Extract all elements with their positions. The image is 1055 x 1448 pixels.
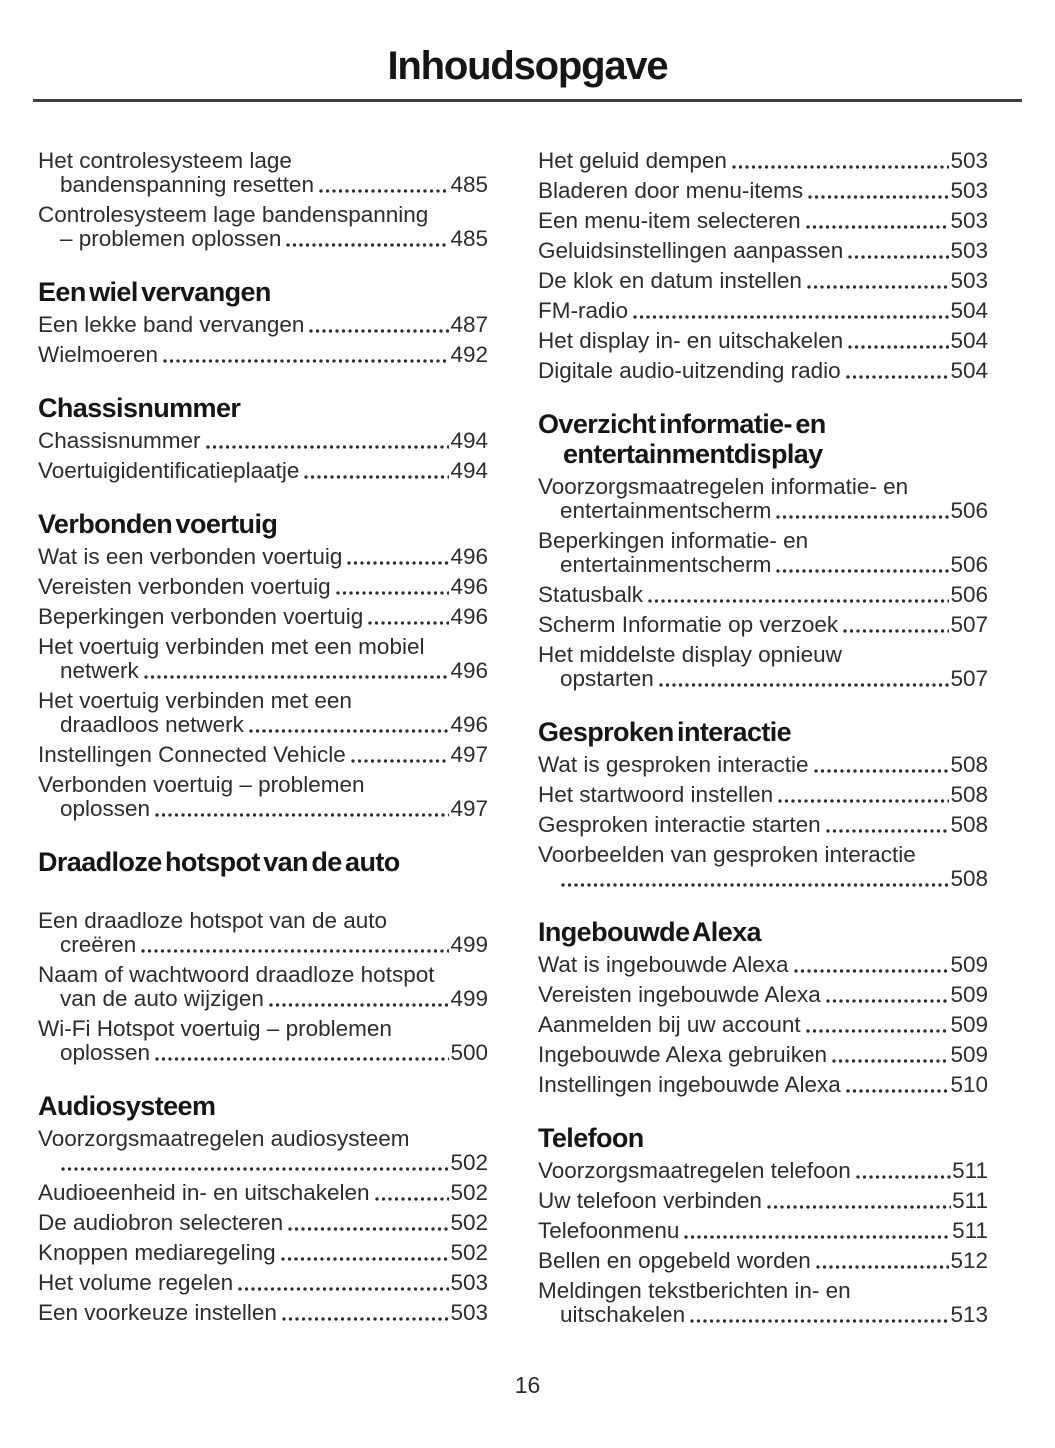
toc-columns [0, 102, 1055, 1327]
entry-title-line: Verbonden voertuig – problemen [38, 772, 365, 797]
dot-leader [154, 812, 449, 818]
toc-entry [38, 1127, 488, 1175]
entry-page-number: 509 [950, 1042, 988, 1067]
toc-entry [38, 743, 488, 767]
toc-entry [38, 459, 488, 483]
page-title: Inhoudsopgave [387, 44, 668, 88]
toc-entry [538, 783, 988, 807]
entry-page-number: 503 [950, 238, 988, 263]
entry-row [538, 299, 988, 323]
toc-entry [538, 983, 988, 1007]
dot-leader [281, 1316, 450, 1322]
entry-page-number: 485 [450, 226, 488, 251]
toc-section [538, 149, 988, 383]
entry-page-number: 502 [450, 1180, 488, 1205]
entry-title: Wat is gesproken interactie [538, 752, 809, 777]
entry-page-number: 511 [952, 1218, 988, 1243]
entry-title: Een lekke band vervangen [38, 312, 305, 337]
dot-leader [777, 798, 949, 804]
dot-leader [825, 998, 950, 1004]
toc-entry [38, 1241, 488, 1265]
toc-entry [538, 1189, 988, 1213]
entry-page-number: 511 [952, 1188, 988, 1213]
toc-entry [538, 299, 988, 323]
toc-entry [38, 575, 488, 599]
dot-leader [807, 194, 949, 200]
entry-row [538, 1219, 988, 1243]
entry-page-number: 508 [950, 866, 988, 891]
dot-leader [560, 882, 949, 888]
dot-leader [825, 828, 950, 834]
toc-entry [538, 813, 988, 837]
entry-title: Ingebouwde Alexa gebruiken [538, 1042, 827, 1067]
entry-title: Audioeenheid in- en uitschakelen [38, 1180, 370, 1205]
toc-entry [538, 475, 988, 523]
entry-title: Statusbalk [538, 582, 644, 607]
dot-leader [162, 358, 449, 364]
entry-title: Het display in- en uitschakelen [538, 328, 844, 353]
page-number: 16 [514, 1372, 541, 1398]
entry-row [538, 953, 988, 977]
entry-title-line: Voorbeelden van gesproken interactie [538, 842, 916, 867]
entry-title-line: Beperkingen informatie- en [538, 528, 809, 553]
entry-row [538, 583, 988, 607]
dot-leader [847, 254, 949, 260]
toc-entry [538, 953, 988, 977]
dot-leader [658, 682, 950, 688]
entry-row [38, 429, 488, 453]
section-heading-line: Overzicht informatie- en [538, 409, 826, 439]
section-heading-line: Draadloze hotspot van de auto [38, 847, 400, 877]
entry-title: oplossen [60, 1040, 151, 1065]
entry-title-line: Naam of wachtwoord draadloze hotspot [38, 962, 435, 987]
dot-leader [793, 968, 950, 974]
dot-leader [632, 314, 949, 320]
section-heading-line: entertainmentdisplay [563, 439, 823, 469]
toc-entry [538, 1249, 988, 1273]
entry-row [38, 1301, 488, 1325]
entry-title: Scherm Informatie op verzoek [538, 612, 839, 637]
entry-row [538, 1303, 988, 1327]
entry-row [538, 499, 988, 523]
dot-leader [683, 1234, 951, 1240]
entry-title-line: Het controlesysteem lage [38, 148, 292, 173]
entry-title: Telefoonmenu [538, 1218, 680, 1243]
entry-row [38, 797, 488, 821]
entry-title: netwerk [60, 658, 139, 683]
entry-title: De audiobron selecteren [38, 1210, 284, 1235]
entry-title-line: Het middelste display opnieuw [538, 642, 842, 667]
entry-row [538, 783, 988, 807]
dot-leader [806, 284, 950, 290]
entry-title: Uw telefoon verbinden [538, 1188, 762, 1213]
entry-page-number: 504 [950, 298, 988, 323]
dot-leader [855, 1174, 951, 1180]
toc-entry [538, 613, 988, 637]
dot-leader [367, 620, 449, 626]
entry-title: creëren [60, 932, 137, 957]
toc-entry [538, 329, 988, 353]
entry-page-number: 503 [450, 1270, 488, 1295]
entry-row [538, 753, 988, 777]
toc-entry [538, 643, 988, 691]
toc-section [538, 1123, 988, 1327]
toc-entry [38, 689, 488, 737]
entry-row [38, 1271, 488, 1295]
entry-title: Het startwoord instellen [538, 782, 774, 807]
entry-row [38, 459, 488, 483]
toc-entry [38, 1017, 488, 1065]
entry-page-number: 492 [450, 342, 488, 367]
toc-entry [38, 773, 488, 821]
toc-entry [38, 545, 488, 569]
dot-leader [815, 1264, 950, 1270]
section-heading-line: Gesproken interactie [538, 717, 792, 747]
dot-leader [845, 374, 950, 380]
toc-entry [38, 635, 488, 683]
toc-entry [38, 429, 488, 453]
entry-title: Vereisten verbonden voertuig [38, 574, 331, 599]
dot-leader [766, 1204, 951, 1210]
toc-entry [538, 1159, 988, 1183]
entry-row [38, 1211, 488, 1235]
dot-leader [847, 344, 949, 350]
entry-row [38, 987, 488, 1011]
entry-title: Digitale audio-uitzending radio [538, 358, 841, 383]
dot-leader [689, 1318, 949, 1324]
entry-page-number: 508 [950, 782, 988, 807]
entry-row [538, 149, 988, 173]
section-heading [38, 393, 488, 423]
toc-entry [538, 269, 988, 293]
entry-page-number: 507 [950, 666, 988, 691]
entry-page-number: 497 [450, 796, 488, 821]
entry-title-line: Het voertuig verbinden met een mobiel [38, 634, 425, 659]
toc-section [38, 393, 488, 483]
dot-leader [285, 242, 449, 248]
section-heading-line: Chassisnummer [38, 393, 241, 423]
entry-page-number: 506 [950, 498, 988, 523]
entry-page-number: 510 [950, 1072, 988, 1097]
entry-page-number: 502 [450, 1210, 488, 1235]
toc-entry [38, 149, 488, 197]
entry-page-number: 503 [950, 208, 988, 233]
entry-page-number: 496 [450, 712, 488, 737]
entry-title-line: Het voertuig verbinden met een [38, 688, 352, 713]
dot-leader [813, 768, 950, 774]
toc-entry [538, 1013, 988, 1037]
section-heading-line: Een wiel vervangen [38, 277, 271, 307]
dot-leader [60, 1166, 449, 1172]
toc-entry [538, 1279, 988, 1327]
entry-page-number: 508 [950, 812, 988, 837]
entry-row [538, 239, 988, 263]
entry-title: entertainmentscherm [560, 498, 772, 523]
entry-title: FM-radio [538, 298, 629, 323]
toc-section [38, 149, 488, 251]
entry-page-number: 487 [450, 312, 488, 337]
entry-page-number: 499 [450, 932, 488, 957]
dot-leader [374, 1196, 450, 1202]
entry-row [538, 329, 988, 353]
entry-row [538, 613, 988, 637]
section-heading [38, 277, 488, 307]
toc-entry [538, 149, 988, 173]
dot-leader [350, 758, 450, 764]
entry-title: Gesproken interactie starten [538, 812, 821, 837]
dot-leader [346, 560, 449, 566]
entry-row [538, 179, 988, 203]
toc-entry [538, 209, 988, 233]
dot-leader [647, 598, 949, 604]
dot-leader [308, 328, 449, 334]
entry-page-number: 509 [950, 1012, 988, 1037]
entry-title-line: Controlesysteem lage bandenspanning [38, 202, 429, 227]
section-heading-line: Ingebouwde Alexa [538, 917, 761, 947]
entry-page-number: 511 [952, 1158, 988, 1183]
entry-row [538, 1159, 988, 1183]
entry-row [38, 933, 488, 957]
dot-leader [154, 1056, 449, 1062]
toc-entry [38, 1301, 488, 1325]
entry-title: bandenspanning resetten [60, 172, 314, 197]
toc-entry [38, 203, 488, 251]
entry-row [538, 359, 988, 383]
dot-leader [280, 1256, 450, 1262]
toc-column-right [538, 149, 988, 1327]
entry-row [538, 983, 988, 1007]
entry-row [38, 1041, 488, 1065]
entry-title: – problemen oplossen [60, 226, 282, 251]
dot-leader [805, 224, 950, 230]
entry-title: Instellingen Connected Vehicle [38, 742, 346, 767]
toc-entry [538, 1073, 988, 1097]
toc-entry [538, 1043, 988, 1067]
dot-leader [805, 1028, 950, 1034]
entry-title: Beperkingen verbonden voertuig [38, 604, 364, 629]
dot-leader [775, 514, 949, 520]
entry-page-number: 509 [950, 952, 988, 977]
toc-section [38, 847, 488, 1065]
entry-page-number: 496 [450, 604, 488, 629]
entry-row [38, 605, 488, 629]
entry-page-number: 512 [950, 1248, 988, 1273]
entry-page-number: 513 [950, 1302, 988, 1327]
toc-entry [38, 1211, 488, 1235]
entry-row [538, 269, 988, 293]
entry-title: Een voorkeuze instellen [38, 1300, 277, 1325]
toc-entry [38, 313, 488, 337]
entry-title: Instellingen ingebouwde Alexa [538, 1072, 841, 1097]
entry-title: Een menu-item selecteren [538, 208, 801, 233]
entry-title-line: Voorzorgsmaatregelen audiosysteem [38, 1126, 410, 1151]
entry-row [538, 813, 988, 837]
entry-page-number: 497 [450, 742, 488, 767]
entry-page-number: 504 [950, 358, 988, 383]
toc-entry [538, 529, 988, 577]
entry-title: Chassisnummer [38, 428, 201, 453]
dot-leader [248, 728, 450, 734]
entry-page-number: 496 [450, 658, 488, 683]
entry-title: Wat is een verbonden voertuig [38, 544, 343, 569]
toc-section [38, 509, 488, 821]
dot-leader [335, 590, 450, 596]
toc-entry [538, 359, 988, 383]
toc-section [538, 917, 988, 1097]
entry-title: Knoppen mediaregeling [38, 1240, 276, 1265]
entry-row [38, 173, 488, 197]
section-heading [538, 409, 988, 469]
entry-row [38, 1241, 488, 1265]
entry-title: Bladeren door menu-items [538, 178, 804, 203]
entry-title: Voorzorgsmaatregelen telefoon [538, 1158, 851, 1183]
entry-title: Het volume regelen [38, 1270, 234, 1295]
dot-leader [775, 568, 949, 574]
entry-page-number: 509 [950, 982, 988, 1007]
dot-leader [268, 1002, 450, 1008]
toc-entry [538, 1219, 988, 1243]
entry-page-number: 500 [450, 1040, 488, 1065]
entry-page-number: 506 [950, 552, 988, 577]
entry-row [538, 667, 988, 691]
entry-page-number: 499 [450, 986, 488, 1011]
section-heading [538, 917, 988, 947]
toc-section [538, 409, 988, 691]
dot-leader [842, 628, 949, 634]
dot-leader [731, 164, 950, 170]
entry-title: Voertuigidentificatieplaatje [38, 458, 300, 483]
entry-page-number: 503 [950, 178, 988, 203]
entry-title-line: Wi-Fi Hotspot voertuig – problemen [38, 1016, 392, 1041]
entry-page-number: 504 [950, 328, 988, 353]
section-heading [38, 509, 488, 539]
entry-title: Bellen en opgebeld worden [538, 1248, 811, 1273]
entry-row [538, 1013, 988, 1037]
entry-row [538, 1043, 988, 1067]
entry-title: Wat is ingebouwde Alexa [538, 952, 789, 977]
entry-page-number: 507 [950, 612, 988, 637]
entry-title: entertainmentscherm [560, 552, 772, 577]
toc-entry [538, 179, 988, 203]
section-heading-line: Telefoon [538, 1123, 644, 1153]
entry-page-number: 506 [950, 582, 988, 607]
entry-title: Wielmoeren [38, 342, 159, 367]
entry-title: Vereisten ingebouwde Alexa [538, 982, 821, 1007]
entry-row [38, 713, 488, 737]
toc-entry [38, 963, 488, 1011]
entry-row [38, 343, 488, 367]
entry-page-number: 496 [450, 574, 488, 599]
entry-row [538, 1249, 988, 1273]
dot-leader [831, 1058, 949, 1064]
entry-row [538, 1189, 988, 1213]
dot-leader [140, 948, 449, 954]
entry-row [538, 553, 988, 577]
entry-row [38, 1181, 488, 1205]
toc-section [38, 277, 488, 367]
entry-row [538, 1073, 988, 1097]
entry-page-number: 503 [950, 148, 988, 173]
entry-page-number: 496 [450, 544, 488, 569]
dot-leader [237, 1286, 449, 1292]
entry-title: Geluidsinstellingen aanpassen [538, 238, 844, 263]
toc-section [38, 1091, 488, 1325]
entry-title: Het geluid dempen [538, 148, 727, 173]
entry-page-number: 503 [950, 268, 988, 293]
section-heading [538, 1123, 988, 1153]
entry-row [538, 867, 988, 891]
dot-leader [205, 444, 450, 450]
dot-leader [303, 474, 449, 480]
dot-leader [318, 188, 449, 194]
entry-title-line: Voorzorgsmaatregelen informatie- en [538, 474, 909, 499]
toc-column-left [38, 149, 488, 1327]
entry-page-number: 502 [450, 1240, 488, 1265]
entry-title: uitschakelen [560, 1302, 686, 1327]
entry-title: oplossen [60, 796, 151, 821]
section-heading [38, 847, 488, 877]
section-heading-line: Audiosysteem [38, 1091, 216, 1121]
entry-page-number: 508 [950, 752, 988, 777]
dot-leader [143, 674, 450, 680]
entry-row [538, 209, 988, 233]
entry-row [38, 313, 488, 337]
section-heading [538, 717, 988, 747]
entry-page-number: 502 [450, 1150, 488, 1175]
entry-page-number: 494 [450, 428, 488, 453]
entry-page-number: 485 [450, 172, 488, 197]
entry-title: Aanmelden bij uw account [538, 1012, 801, 1037]
toc-section [538, 717, 988, 891]
toc-entry [38, 1271, 488, 1295]
entry-title-line: Een draadloze hotspot van de auto [38, 908, 388, 933]
entry-title-line: Meldingen tekstberichten in- en [538, 1278, 851, 1303]
toc-entry [38, 909, 488, 957]
toc-entry [38, 605, 488, 629]
entry-row [38, 659, 488, 683]
section-heading-line: Verbonden voertuig [38, 509, 278, 539]
entry-page-number: 494 [450, 458, 488, 483]
toc-entry [538, 239, 988, 263]
entry-title: De klok en datum instellen [538, 268, 802, 293]
entry-row [38, 743, 488, 767]
entry-row [38, 545, 488, 569]
entry-title: opstarten [560, 666, 654, 691]
entry-page-number: 503 [450, 1300, 488, 1325]
entry-title: draadloos netwerk [60, 712, 244, 737]
entry-row [38, 1151, 488, 1175]
dot-leader [287, 1226, 449, 1232]
section-heading [38, 1091, 488, 1121]
toc-entry [538, 753, 988, 777]
toc-entry [38, 343, 488, 367]
toc-entry [538, 583, 988, 607]
entry-row [38, 227, 488, 251]
entry-title: van de auto wijzigen [60, 986, 264, 1011]
toc-entry [38, 1181, 488, 1205]
toc-entry [538, 843, 988, 891]
entry-row [38, 575, 488, 599]
dot-leader [845, 1088, 950, 1094]
